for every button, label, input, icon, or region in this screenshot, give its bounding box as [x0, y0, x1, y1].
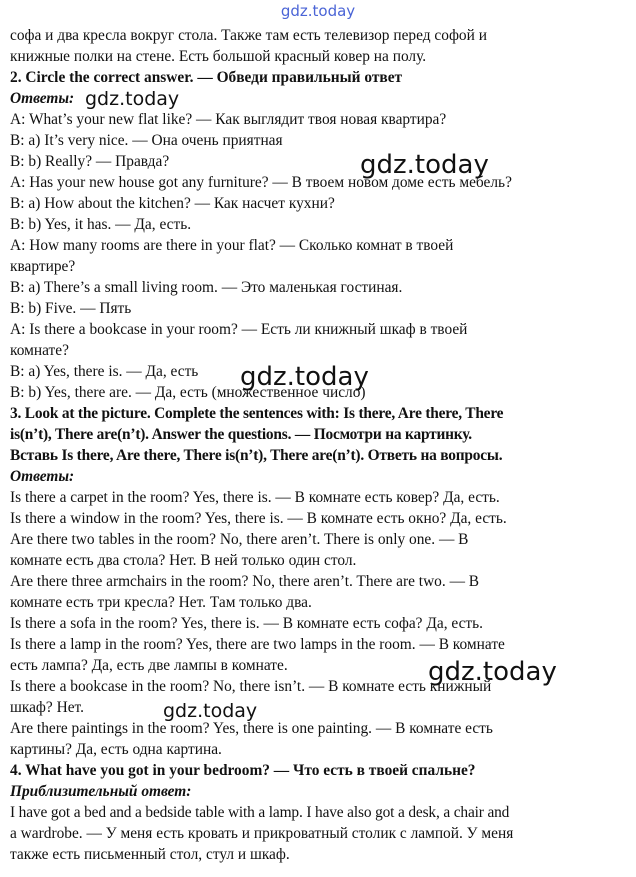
text-line: Is there a window in the room? Yes, there is. — В комнате есть окно? Да, есть.	[10, 510, 507, 527]
watermark-top: gdz.today	[280, 2, 356, 20]
task-3-heading: Вставь Is there, Are there, There is(n’t), There are(n’t). Ответь на вопросы.	[10, 447, 503, 464]
text-line: B: a) There’s a small living room. — Это маленькая гостиная.	[10, 279, 403, 296]
watermark-overlay: gdz.today	[428, 657, 557, 687]
text-line: I have got a bed and a bedside table with a lamp. I have also got a desk, a chair and	[10, 804, 510, 821]
text-line: Are there two tables in the room? No, there aren’t. There is only one. — В	[10, 531, 469, 548]
text-line: шкаф? Нет.	[10, 699, 84, 716]
task-2-heading: 2. Circle the correct answer. — Обведи правильный ответ	[10, 69, 403, 86]
task-4-heading: 4. What have you got in your bedroom? — Что есть в твоей спальне?	[10, 762, 476, 779]
text-line: B: b) Yes, it has. — Да, есть.	[10, 216, 192, 233]
text-line: комнате есть три кресла? Нет. Там только два.	[10, 594, 312, 611]
text-line: книжные полки на стене. Есть большой красный ковер на полу.	[10, 48, 427, 65]
text-line: Is there a lamp in the room? Yes, there are two lamps in the room. — В комнате	[10, 636, 505, 653]
watermark-overlay: gdz.today	[360, 150, 489, 180]
text-line: картины? Да, есть одна картина.	[10, 741, 222, 758]
text-line: a wardrobe. — У меня есть кровать и прикроватный столик с лампой. У меня	[10, 825, 514, 842]
text-line: B: a) It’s very nice. — Она очень приятная	[10, 132, 283, 149]
text-line: B: b) Really? — Правда?	[10, 153, 170, 170]
text-line: Are there three armchairs in the room? No, there aren’t. There are two. — В	[10, 573, 480, 590]
text-line: A: Has your new house got any furniture? — В твоем новом доме есть мебель?	[10, 174, 512, 191]
text-line: B: a) Yes, there is. — Да, есть	[10, 363, 199, 380]
text-line: квартире?	[10, 258, 76, 275]
text-line: комнате?	[10, 342, 69, 359]
text-line: A: How many rooms are there in your flat? — Сколько комнат в твоей	[10, 237, 454, 254]
text-line: Is there a bookcase in the room? No, there isn’t. — В комнате есть книжный	[10, 678, 492, 695]
text-line: Is there a sofa in the room? Yes, there is. — В комнате есть софа? Да, есть.	[10, 615, 484, 632]
task-3-heading: is(n’t), There are(n’t). Answer the questions. — Посмотри на картинку.	[10, 426, 472, 443]
text-line: софа и два кресла вокруг стола. Также там есть телевизор перед софой и	[10, 27, 487, 44]
text-line: Are there paintings in the room? Yes, there is one painting. — В комнате есть	[10, 720, 493, 737]
text-line: A: Is there a bookcase in your room? — Есть ли книжный шкаф в твоей	[10, 321, 468, 338]
text-line: Is there a carpet in the room? Yes, there is. — В комнате есть ковер? Да, есть.	[10, 489, 500, 506]
text-line: комнате есть два стола? Нет. В ней только один стол.	[10, 552, 357, 569]
task-3-heading: 3. Look at the picture. Complete the sentences with: Is there, Are there, There	[10, 405, 504, 422]
answers-label: Ответы:	[10, 90, 75, 107]
text-line: A: What’s your new flat like? — Как выглядит твоя новая квартира?	[10, 111, 447, 128]
text-line: B: a) How about the kitchen? — Как насчет кухни?	[10, 195, 335, 212]
watermark-overlay: gdz.today	[85, 88, 180, 110]
text-line: B: b) Five. — Пять	[10, 300, 132, 317]
text-line: также есть письменный стол, стул и шкаф.	[10, 846, 290, 863]
text-line: B: b) Yes, there are. — Да, есть (множественное число)	[10, 384, 366, 401]
text-line: есть лампа? Да, есть две лампы в комнате.	[10, 657, 288, 674]
watermark-overlay: gdz.today	[163, 700, 258, 722]
watermark-overlay: gdz.today	[240, 362, 369, 392]
approx-answer-label: Приблизительный ответ:	[10, 783, 192, 800]
answers-label: Ответы:	[10, 468, 75, 485]
